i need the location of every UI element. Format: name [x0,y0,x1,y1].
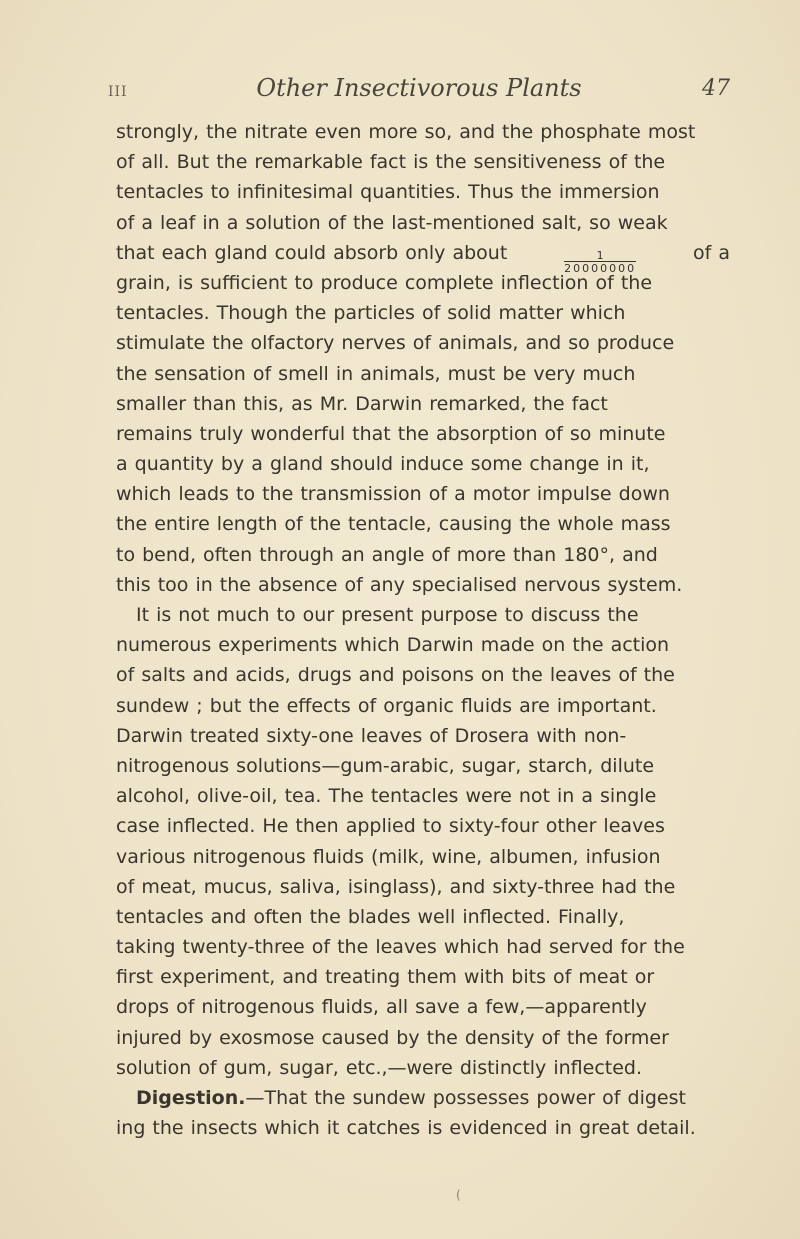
text-line: of meat, mucus, saliva, isinglass), and sixty-three had the [116,875,676,898]
text-line: to bend, often through an angle of more than 180°, and [116,543,658,566]
text-line: sundew ; but the effects of organic fluids are important. [116,694,657,717]
running-header [108,74,730,114]
text-fragment: that each gland could absorb only about [116,241,508,264]
text-line: a quantity by a gland should induce some change in it, [116,453,650,476]
text-line: first experiment, and treating them with bits of meat or [116,966,655,989]
side-heading: Digestion. [136,1087,246,1109]
text-line: taking twenty-three of the leaves which had served for the [116,936,685,959]
fraction-numerator: 1 [596,248,604,262]
text-line: of salts and acids, drugs and poisons on the leaves of the [116,664,675,687]
text-line: alcohol, olive-oil, tea. The tentacles were not in a single [116,785,657,808]
fraction-denominator: 20000000 [564,261,637,275]
text-fragment: of a [692,241,730,264]
text-line: remains truly wonderful that the absorption of so minute [116,422,666,445]
text-line: grain, is sufficient to produce complete inflection of the [116,271,653,294]
text-line: the entire length of the tentacle, causing the whole mass [116,513,671,536]
text-line: nitrogenous solutions—gum-arabic, sugar, starch, dilute [116,754,655,777]
section-heading-line [116,1083,730,1113]
text-fragment: —That the sundew possesses power of digest [245,1087,686,1109]
text-line: tentacles and often the blades well inflected. Finally, [116,905,625,928]
text-line: tentacles. Though the particles of solid matter which [116,302,626,325]
stray-print-mark: ( [456,1188,461,1202]
text-line-with-fraction [116,238,730,275]
page-number: 47 [702,76,730,101]
paragraph-end-line: this too in the absence of any specialised nervous system. [116,573,683,596]
text-line: stimulate the olfactory nerves of animals, and so produce [116,332,675,355]
text-line: smaller than this, as Mr. Darwin remarked, the fact [116,392,608,415]
text-line: of a leaf in a solution of the last-mentioned salt, so weak [116,211,668,234]
text-line: numerous experiments which Darwin made on the action [116,634,670,657]
text-line: tentacles to infinitesimal quantities. Thus the immersion [116,181,660,204]
text-line: ing the insects which it catches is evidenced in great detail. [116,1117,696,1140]
paragraph-end-line: solution of gum, sugar, etc.,—were distinctly inflected. [116,1056,643,1079]
text-line: which leads to the transmission of a motor impulse down [116,483,670,506]
text-line: drops of nitrogenous fluids, all save a few,—apparently [116,996,647,1019]
text-line: of all. But the remarkable fact is the sensitiveness of the [116,151,666,174]
text-line: case inflected. He then applied to sixty-four other leaves [116,815,665,838]
running-title: Other Insectivorous Plants [256,74,582,102]
text-line: injured by exosmose caused by the density of the former [116,1026,669,1049]
text-line: Darwin treated sixty-one leaves of Drosera with non- [116,724,627,747]
text-line: the sensation of smell in animals, must be very much [116,362,636,385]
text-line: various nitrogenous fluids (milk, wine, albumen, infusion [116,845,661,868]
text-line: strongly, the nitrate even more so, and the phosphate most [116,121,696,143]
body-text [116,117,730,1143]
chapter-signature: III [108,84,128,100]
paragraph-start-line: It is not much to our present purpose to discuss the [136,604,639,626]
